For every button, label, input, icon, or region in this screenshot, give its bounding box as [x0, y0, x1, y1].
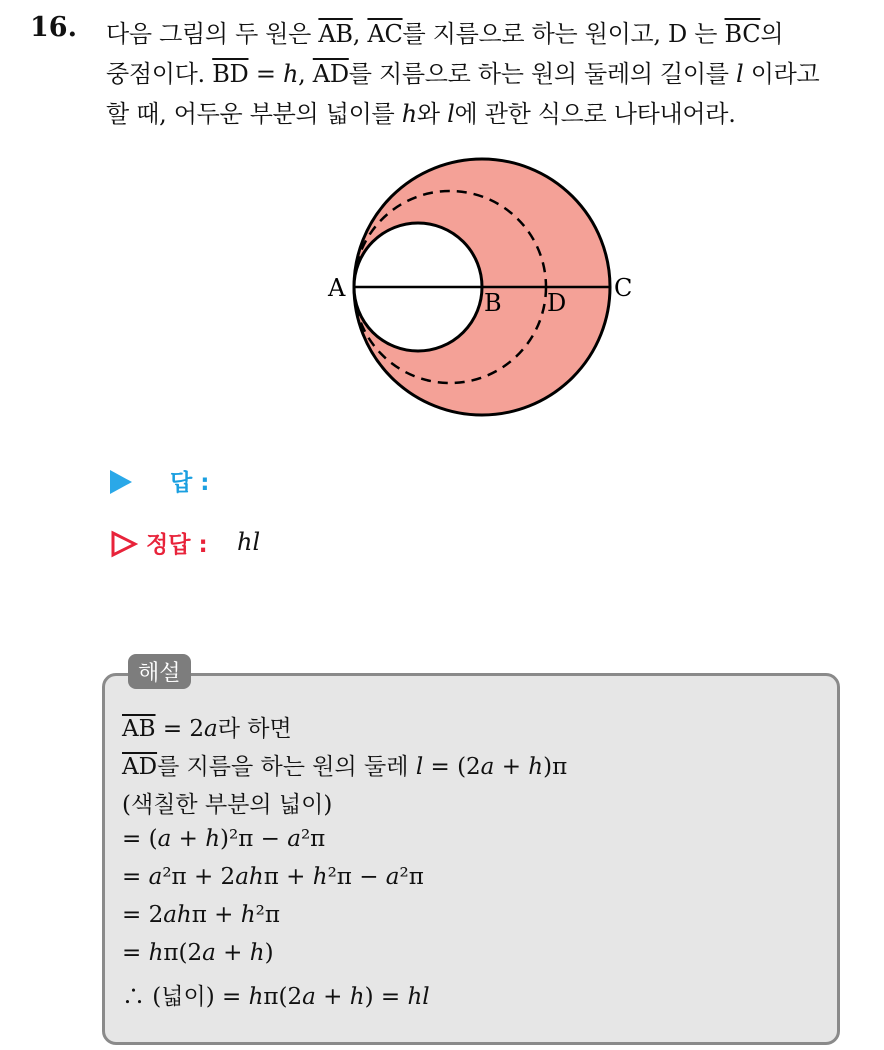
text-segment: h [349, 984, 365, 1010]
text-segment: 를 지름으로 하는 원이고, D 는 [402, 20, 725, 48]
text-segment: = [122, 864, 149, 890]
text-segment: $\overline{AB}$ [318, 20, 353, 48]
text-segment: , [298, 60, 313, 88]
text-segment: 다음 그림의 두 원은 [106, 20, 319, 48]
text-segment: h [401, 100, 417, 128]
text-segment: ah [235, 864, 264, 890]
text-segment: h [282, 60, 299, 88]
text-segment: = [122, 940, 149, 966]
solution-line-8 [122, 978, 430, 1011]
text-segment: a [302, 984, 316, 1010]
solution-line-5 [122, 864, 424, 890]
text-segment: = 2 [122, 902, 164, 928]
text-segment: (색칠한 부분의 넓이) [122, 792, 333, 818]
text-segment: ²π [255, 902, 280, 928]
text-segment: 를 지름을 하는 원의 둘레 [157, 754, 416, 780]
text-segment: , [352, 20, 368, 48]
text-segment: ²π + 2 [162, 864, 236, 890]
solution-line-2 [122, 748, 567, 781]
text-segment: l [447, 100, 455, 128]
text-segment: π + [191, 902, 241, 928]
text-segment: = [248, 60, 283, 88]
label-d: D [547, 289, 567, 317]
question-line-2 [106, 54, 819, 89]
text-segment: $\overline{BD}$ [212, 60, 249, 88]
text-segment: π(2 [263, 984, 303, 1010]
text-segment: π(2 [163, 940, 203, 966]
solution-tab: 해설 [128, 654, 191, 689]
text-segment: )π [543, 754, 568, 780]
text-segment: 를 지름으로 하는 원의 둘레의 길이를 [348, 60, 737, 88]
text-segment: $\overline{AC}$ [367, 20, 403, 48]
answer-label: 답 : [170, 470, 210, 496]
solution-line-1 [122, 710, 292, 743]
text-segment: 와 [416, 100, 448, 128]
text-segment: ²π [300, 826, 326, 852]
solution-line-4 [122, 826, 325, 852]
text-segment: ²π [399, 864, 424, 890]
text-segment: h [312, 864, 328, 890]
text-segment: + [171, 826, 206, 852]
text-segment: π + [263, 864, 313, 890]
text-segment: $\overline{BC}$ [724, 20, 761, 48]
text-segment: l [736, 60, 744, 88]
text-segment: ah [163, 902, 192, 928]
text-segment: a [204, 716, 218, 742]
text-segment: ²π − [327, 864, 386, 890]
text-segment: $\overline{AD}$ [312, 60, 349, 88]
text-segment: )²π − [220, 826, 288, 852]
text-segment: h [248, 984, 264, 1010]
text-segment: + [494, 754, 529, 780]
correct-value: hl [237, 528, 261, 556]
solution-line-6 [122, 902, 280, 928]
text-segment: ∴ (넓이) = [122, 984, 249, 1010]
text-segment: h [205, 826, 221, 852]
text-segment: a [148, 864, 163, 890]
answer-arrow-icon [110, 470, 132, 494]
text-segment: a [202, 940, 216, 966]
text-segment: h [148, 940, 164, 966]
question-number: 16. [30, 12, 77, 43]
text-segment: 에 관한 식으로 나타내어라. [454, 100, 736, 128]
text-segment: $\overline{AD}$ [122, 754, 158, 780]
circle-figure [318, 150, 638, 430]
question-line-1 [106, 14, 783, 49]
text-segment: hl [407, 984, 430, 1010]
text-segment: a [157, 826, 172, 852]
text-segment: 중점이다. [106, 60, 213, 88]
text-segment: l [415, 754, 424, 780]
solution-line-7 [122, 940, 274, 966]
label-b: B [484, 289, 502, 317]
text-segment: = (2 [423, 754, 481, 780]
text-segment: a [480, 754, 495, 780]
label-c: C [614, 274, 633, 302]
text-segment: 할 때, 어두운 부분의 넓이를 [106, 100, 402, 128]
text-segment: = 2 [155, 716, 205, 742]
correct-label: 정답 : [146, 532, 208, 558]
text-segment: + [215, 940, 250, 966]
text-segment: 라 하면 [217, 716, 292, 742]
text-segment: h [528, 754, 544, 780]
text-segment: $\overline{AB}$ [122, 716, 156, 742]
text-segment: ) [264, 940, 274, 966]
text-segment: h [240, 902, 256, 928]
correct-arrow-icon [110, 530, 138, 558]
text-segment: + [315, 984, 350, 1010]
text-segment: ) = [364, 984, 408, 1010]
label-a: A [328, 274, 346, 302]
text-segment: a [287, 826, 301, 852]
text-segment: h [249, 940, 265, 966]
text-segment: 의 [760, 20, 784, 48]
text-segment: a [385, 864, 400, 890]
text-segment: 이라고 [743, 60, 820, 88]
solution-line-3 [122, 786, 332, 819]
question-line-3 [106, 94, 736, 129]
text-segment: = ( [122, 826, 158, 852]
